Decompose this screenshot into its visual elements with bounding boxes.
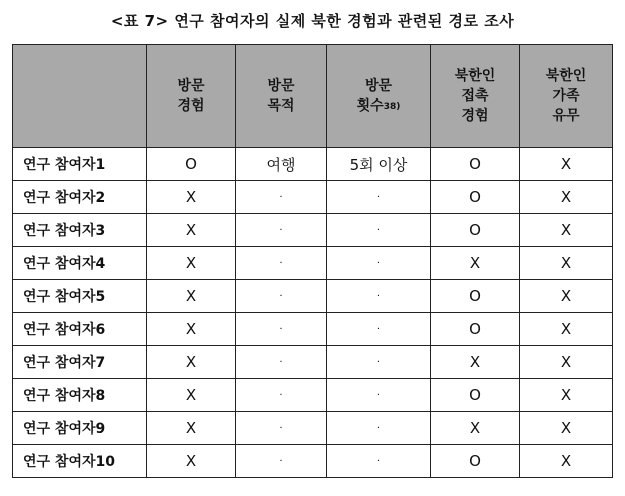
participant-label: 연구 참여자3 <box>13 214 147 247</box>
table-row <box>13 148 613 181</box>
visit-experience-cell: X <box>147 313 236 346</box>
visit-count-cell: · <box>327 445 431 478</box>
nk-family-cell: X <box>520 412 613 445</box>
nk-family-cell: X <box>520 181 613 214</box>
nk-contact-cell: X <box>431 247 520 280</box>
visit-experience-cell: X <box>147 346 236 379</box>
table-row <box>13 445 613 478</box>
visit-experience-cell: X <box>147 247 236 280</box>
table-row <box>13 379 613 412</box>
header-visit-count: 방문 횟수38) <box>327 45 431 148</box>
visit-purpose-cell: 여행 <box>236 148 327 181</box>
nk-contact-cell: O <box>431 280 520 313</box>
nk-family-cell: X <box>520 379 613 412</box>
table-row <box>13 247 613 280</box>
visit-count-cell: · <box>327 181 431 214</box>
participant-label: 연구 참여자9 <box>13 412 147 445</box>
visit-count-cell: · <box>327 346 431 379</box>
visit-count-cell: · <box>327 412 431 445</box>
header-visit-experience: 방문 경험 <box>147 45 236 148</box>
nk-contact-cell: O <box>431 379 520 412</box>
visit-count-cell: · <box>327 247 431 280</box>
visit-purpose-cell: · <box>236 346 327 379</box>
nk-contact-cell: X <box>431 412 520 445</box>
table-row <box>13 412 613 445</box>
participant-label: 연구 참여자8 <box>13 379 147 412</box>
nk-contact-cell: O <box>431 214 520 247</box>
nk-contact-cell: O <box>431 313 520 346</box>
visit-experience-cell: O <box>147 148 236 181</box>
table-row <box>13 280 613 313</box>
table-row <box>13 214 613 247</box>
visit-purpose-cell: · <box>236 412 327 445</box>
participant-label: 연구 참여자6 <box>13 313 147 346</box>
table-row <box>13 346 613 379</box>
table-header-row <box>13 45 613 148</box>
header-nk-family: 북한인 가족 유무 <box>520 45 613 148</box>
visit-experience-cell: X <box>147 214 236 247</box>
nk-family-cell: X <box>520 280 613 313</box>
nk-family-cell: X <box>520 214 613 247</box>
visit-purpose-cell: · <box>236 445 327 478</box>
visit-experience-cell: X <box>147 445 236 478</box>
nk-family-cell: X <box>520 313 613 346</box>
participant-label: 연구 참여자2 <box>13 181 147 214</box>
visit-purpose-cell: · <box>236 379 327 412</box>
nk-contact-cell: O <box>431 181 520 214</box>
visit-count-cell: · <box>327 214 431 247</box>
participant-label: 연구 참여자1 <box>13 148 147 181</box>
visit-count-cell: · <box>327 313 431 346</box>
nk-family-cell: X <box>520 148 613 181</box>
nk-contact-cell: O <box>431 445 520 478</box>
visit-purpose-cell: · <box>236 214 327 247</box>
header-visit-purpose: 방문 목적 <box>236 45 327 148</box>
visit-purpose-cell: · <box>236 280 327 313</box>
visit-count-cell: 5회 이상 <box>327 148 431 181</box>
visit-count-cell: · <box>327 379 431 412</box>
visit-experience-cell: X <box>147 181 236 214</box>
survey-table <box>12 44 613 478</box>
participant-label: 연구 참여자10 <box>13 445 147 478</box>
nk-family-cell: X <box>520 346 613 379</box>
visit-purpose-cell: · <box>236 313 327 346</box>
footnote-marker: 38) <box>383 101 401 112</box>
visit-purpose-cell: · <box>236 247 327 280</box>
nk-family-cell: X <box>520 445 613 478</box>
visit-purpose-cell: · <box>236 181 327 214</box>
visit-experience-cell: X <box>147 379 236 412</box>
participant-label: 연구 참여자7 <box>13 346 147 379</box>
table-row <box>13 313 613 346</box>
header-nk-contact: 북한인 접촉 경험 <box>431 45 520 148</box>
visit-experience-cell: X <box>147 412 236 445</box>
visit-experience-cell: X <box>147 280 236 313</box>
participant-label: 연구 참여자4 <box>13 247 147 280</box>
nk-family-cell: X <box>520 247 613 280</box>
nk-contact-cell: O <box>431 148 520 181</box>
nk-contact-cell: X <box>431 346 520 379</box>
header-blank <box>13 45 147 148</box>
visit-count-cell: · <box>327 280 431 313</box>
table-caption: <표 7> 연구 참여자의 실제 북한 경험과 관련된 경로 조사 <box>110 12 515 30</box>
table-row <box>13 181 613 214</box>
participant-label: 연구 참여자5 <box>13 280 147 313</box>
